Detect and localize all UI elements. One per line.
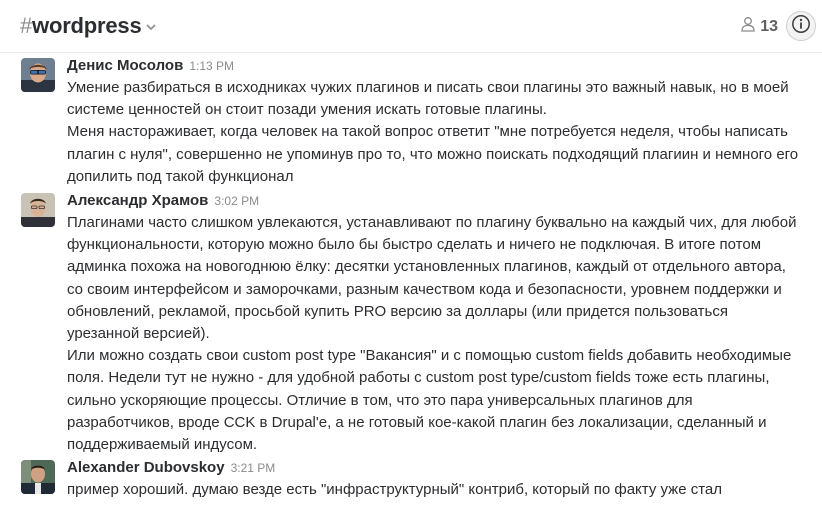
message-time[interactable]: 3:02 PM — [214, 194, 260, 208]
message-author[interactable]: Денис Мосолов — [67, 57, 184, 74]
message-paragraph: Меня настораживает, когда человек на такой вопрос ответит "мне потребуется неделя, чтобы написать плагин с нуля", совершенно не упоминув про то, что можно поискать подходящий плагиин и немного его допилить под такой функционал — [67, 123, 799, 185]
person-icon — [740, 16, 756, 37]
info-icon — [791, 14, 811, 39]
channel-name: wordpress — [32, 13, 142, 38]
message-body — [67, 212, 802, 456]
message-time[interactable]: 3:21 PM — [230, 461, 276, 475]
message — [0, 55, 822, 188]
message-meta — [67, 457, 722, 479]
message-paragraph: Или можно создать свои custom post type "Вакансия" и с помощью custom fields добавить необходимые поля. Недели тут не нужно - для удобной работы с custom post type/custom fields тоже есть плагины, сильно ускоряющие процессы. Отличие в том, что это пара универсальных плагинов для разработчиков, вроде CCK в Drupal'e, а не готовый кое-какой плагин без локализации, сделанный и поддерживаемый индусом. — [67, 347, 792, 454]
channel-info-button[interactable] — [786, 11, 816, 41]
message-author[interactable]: Александр Храмов — [67, 192, 209, 209]
member-count: 13 — [760, 17, 778, 35]
message-body — [67, 77, 802, 188]
message-meta — [67, 55, 802, 77]
message-paragraph: Плагинами часто слишком увлекаются, устанавливают по плагину буквально на каждый чих, для любой функциональности, которую можно было бы быстро сделать и ничего не подключая. В итоге потом админка похожа на новогоднюю ёлку: десятки установленных плагинов, каждый от отдельного автора, со своим интерфейсом и заморочками, разным качеством кода и безопасности, уровнем поддержки и обновлений, рекламой, просьбой купить PRO версию за доллары (или придется пользоваться урезанной версией). — [67, 214, 797, 343]
member-count-button[interactable] — [740, 16, 778, 37]
message-paragraph: пример хороший. думаю везде есть "инфраструктурный" контриб, который по факту уже стал — [67, 481, 722, 498]
avatar[interactable] — [21, 460, 55, 494]
message-time[interactable]: 1:13 PM — [189, 59, 235, 73]
message-author[interactable]: Alexander Dubovskoy — [67, 459, 225, 476]
message-body — [67, 479, 722, 501]
message-paragraph: Умение разбираться в исходниках чужих плагинов и писать свои плагины это важный навык, но в моей системе ценностей он стоит позади умения искать готовые плагины. — [67, 79, 789, 119]
avatar[interactable] — [21, 58, 55, 92]
message — [0, 457, 742, 501]
channel-header — [0, 0, 822, 53]
chevron-down-icon[interactable] — [146, 20, 156, 34]
avatar[interactable] — [21, 193, 55, 227]
channel-title[interactable] — [20, 13, 156, 39]
message — [0, 190, 822, 456]
message-meta — [67, 190, 802, 212]
channel-hash: # — [20, 13, 33, 38]
